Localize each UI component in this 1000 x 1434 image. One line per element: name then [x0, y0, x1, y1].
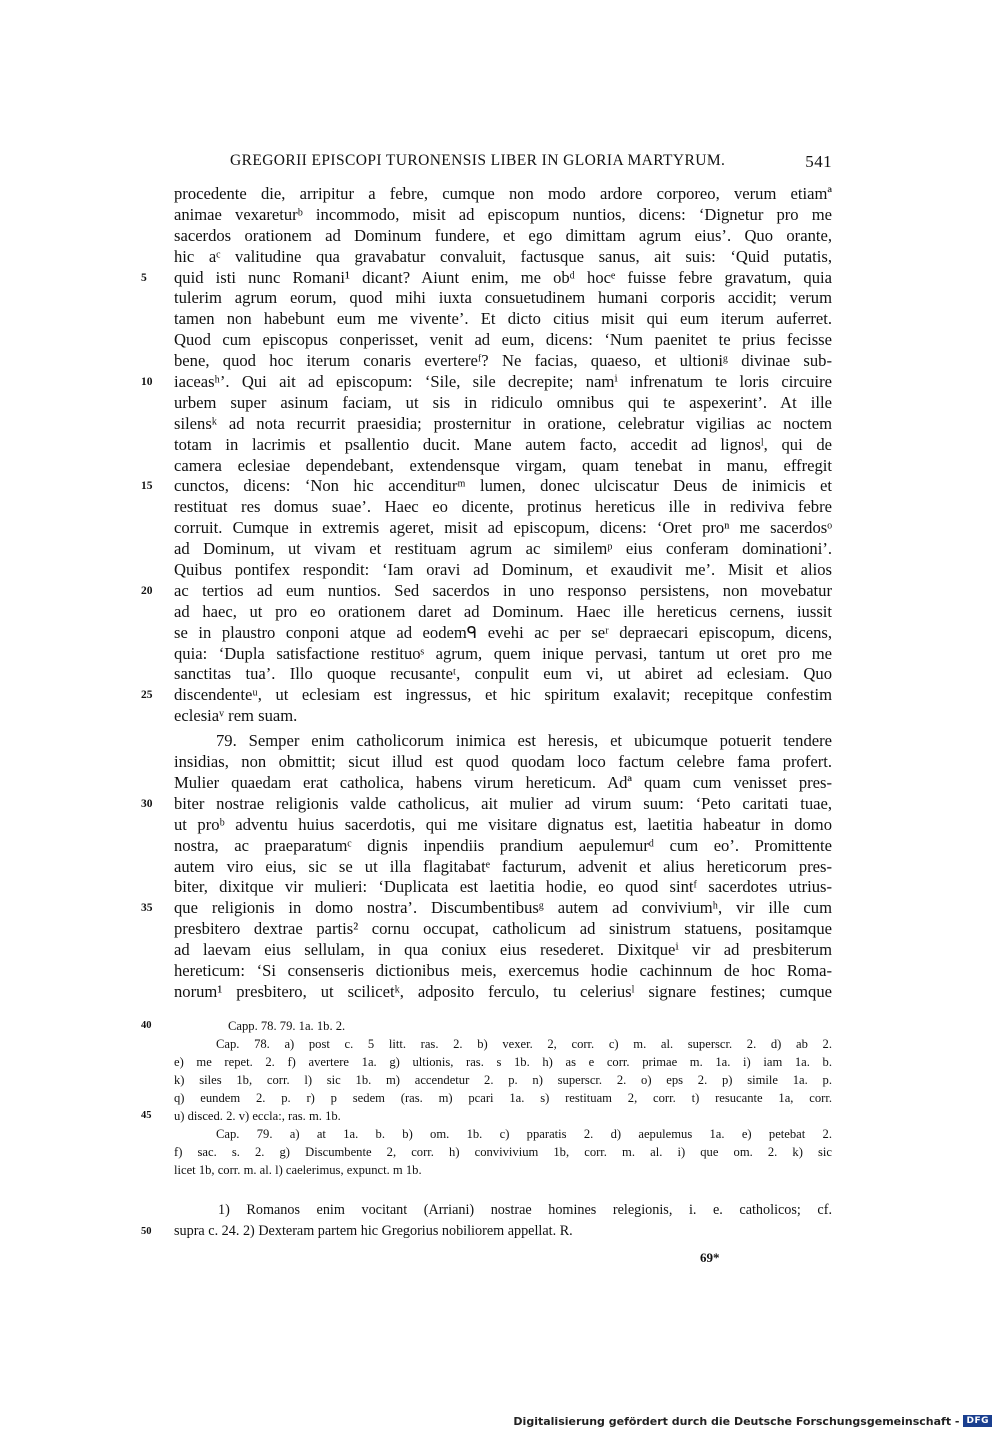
apparatus-line: [174, 1071, 832, 1089]
line-text: Cap. 79. a) at 1a. b. b) om. 1b. c) pparatis 2. d) aepulemus 1a. e) petebat 2.: [216, 1127, 832, 1141]
text-line: [174, 226, 832, 247]
dfg-logo: DFG: [963, 1415, 992, 1427]
line-text: se in plaustro conponi atque ad eodemᑫ evehi ac per seʳ depraecari episcopum, dicens,: [174, 622, 832, 642]
text-line: [174, 940, 832, 961]
line-number: 25: [141, 689, 153, 702]
text-line: [141, 372, 832, 393]
line-text: nostra, ac praeparatumᶜ dignis inpendiis prandium aepulemurᵈ cum eo’. Promittente: [174, 835, 832, 855]
line-number: 45: [141, 1110, 152, 1121]
line-text: q) eundem 2. p. r) p sedem (ras. m) pcari 1a. s) restituam 2, corr. t) resucante 1a, corr.: [174, 1091, 832, 1105]
text-line: [174, 919, 832, 940]
line-text: urbem super asinum faciam, ut sis in ridiculo omnibus qui te aspexerint’. At ille: [174, 392, 832, 412]
line-text: camera eclesiae dependebant, extendensque virgam, quam tenebat in manu, effregit: [174, 455, 832, 475]
text-line: [141, 267, 832, 289]
text-line: [141, 580, 832, 602]
text-line: [141, 476, 832, 497]
line-text: 1) Romanos enim vocitant (Arriani) nostrae homines relegionis, i. e. catholicos; cf.: [218, 1202, 832, 1218]
text-line: [174, 414, 832, 435]
text-line: [174, 497, 832, 518]
text-line: [174, 393, 832, 414]
digitization-credit: [513, 1413, 992, 1429]
text-line: [174, 602, 832, 623]
apparatus-line: [174, 1143, 832, 1161]
apparatus-line: [174, 1125, 832, 1143]
line-text: silensᵏ ad nota recurrit praesidia; prosternitur in oratione, celebratur vigilias ac noctem: [174, 413, 832, 433]
line-text: discendenteᵘ, ut eclesiam est ingressus, et hic spiritum exalavit; recepitque confestim: [174, 685, 832, 705]
text-line: [174, 205, 832, 226]
text-line: [141, 685, 832, 706]
text-line: [174, 773, 832, 794]
text-line: [174, 752, 832, 773]
text-line: [174, 836, 832, 857]
text-line: [174, 623, 832, 644]
line-text: ac tertios ad eum nuntios. Sed sacerdos in uno responso persistens, non movebatur: [174, 580, 832, 600]
line-text: procedente die, arripitur a febre, cumque non modo ardore corporeo, verum etiamª: [174, 184, 832, 203]
line-text: Capp. 78. 79. 1a. 1b. 2.: [228, 1019, 346, 1033]
text-line: [174, 706, 832, 727]
text-line: [174, 664, 832, 685]
line-text: quia: ‘Dupla satisfactione restituoˢ agrum, quem inique pervasi, tantum ut oret pro me: [174, 643, 832, 663]
signature-mark: 69*: [700, 1250, 720, 1265]
line-text: corruit. Cumque in extremis ageret, misit ad episcopum, dicens: ‘Oret proⁿ me sacerdosᵒ: [174, 518, 832, 538]
line-text: hereticum: ‘Si consenseris dictionibus meis, exercemus hodie cachinnum de hoc Roma-: [174, 960, 832, 980]
text-line: [174, 815, 832, 836]
text-line: [141, 898, 832, 919]
text-line: [174, 731, 832, 752]
main-text: [141, 184, 832, 1003]
line-text: Cap. 78. a) post c. 5 litt. ras. 2. b) vexer. 2, corr. c) m. al. superscr. 2. d) ab 2.: [216, 1037, 832, 1051]
text-line: [174, 435, 832, 456]
line-text: k) siles 1b, corr. l) sic 1b. m) accendetur 2. p. n) superscr. 2. o) eps 2. p) simile 1a. p.: [174, 1073, 832, 1087]
line-text: tulerim agrum eorum, quod mihi iuxta consuetudinem humani corporis accidit; verum: [174, 288, 832, 308]
line-text: Mulier quaedam erat catholica, habens virum hereticum. Adª quam cum venisset pres-: [174, 772, 832, 792]
line-number: 10: [141, 376, 153, 389]
line-text: biter nostrae religionis valde catholicus, ait mulier ad virum suum: ‘Peto caritati tuae,: [174, 793, 832, 813]
line-text: que religionis in domo nostra’. Discumbentibusᵍ autem ad conviviumʰ, vir ille cum: [174, 898, 832, 918]
text-line: [174, 961, 832, 982]
line-text: cunctos, dicens: ‘Non hic accenditurᵐ lumen, donec ulciscatur Deus de inimicis et: [174, 476, 832, 496]
text-line: [174, 857, 832, 878]
text-line: [174, 247, 832, 268]
line-text: ad haec, ut pro eo orationem daret ad Dominum. Haec ille hereticus cernens, iussit: [174, 601, 832, 621]
line-text: animae vexareturᵇ incommodo, misit ad episcopum nuntios, dicens: ‘Dignetur pro me: [174, 204, 832, 224]
line-number: 5: [141, 271, 147, 284]
line-text: tamen non habebunt eum me vivente’. Et dicto citius misit qui eum iterum auferret.: [174, 309, 832, 329]
line-text: ut proᵇ adventu huius sacerdotis, qui me visitare dignatus est, laetitia habeatur in domo: [174, 814, 832, 834]
text-line: [174, 644, 832, 665]
apparatus-line: [174, 1053, 832, 1071]
line-text: insidias, non obmittit; sicut illud est quod quodam loco factum celebre fama profert.: [174, 752, 832, 772]
line-text: sacerdos orationem ad Dominum fundere, et ego dimittam agrum eius’. Quo orante,: [174, 225, 832, 245]
apparatus-line: [174, 1035, 832, 1053]
line-text: norum¹ presbitero, ut scilicetᵏ, adposito ferculo, tu celeriusˡ signare festines; cumque: [174, 981, 832, 1001]
footnote-line: [141, 1221, 832, 1242]
line-text: totam in lacrimis et psallentio ducit. Mane autem facto, accedit ad lignosˡ, qui de: [174, 434, 832, 454]
line-text: biter, dixitque vir mulieri: ‘Duplicata est laetitia hodie, eo quod sintᶠ sacerdotes utrius-: [174, 877, 832, 897]
line-text: Quibus pontifex respondit: ‘Iam oravi ad Dominum, et exaudivit me’. Misit et alios: [174, 560, 832, 580]
footnote-line: [174, 1200, 832, 1221]
running-title: GREGORII EPISCOPI TURONENSIS LIBER IN GLORIA MARTYRUM.: [230, 152, 726, 169]
line-text: hic aᶜ valitudine qua gravabatur convaluit, factusque sanus, ait suis: ‘Quid putatis,: [174, 246, 832, 266]
line-text: sanctitas tua’. Illo quoque recusanteᵗ, conpulit eum vi, ut abiret ad eclesiam. Quo: [174, 664, 832, 684]
line-text: iaceasʰ’. Qui ait ad episcopum: ‘Sile, sile decrepite; namⁱ infrenatum te loris circuire: [174, 372, 832, 392]
apparatus-line: [174, 1089, 832, 1107]
credit-text: Digitalisierung gefördert durch die Deutsche Forschungsgemeinschaft -: [513, 1414, 960, 1428]
text-line: [174, 456, 832, 477]
text-line: [174, 982, 832, 1003]
text-line: [174, 518, 832, 539]
text-line: [174, 309, 832, 330]
line-text: presbitero dextrae partis² cornu occupat, catholicum ad sinistrum statuens, positamque: [174, 919, 832, 939]
line-text: ad laevam eius sellulam, in qua coniux eius resederet. Dixitqueⁱ vir ad presbiterum: [174, 940, 832, 960]
line-text: supra c. 24. 2) Dexteram partem hic Gregorius nobiliorem appellat. R.: [174, 1223, 573, 1239]
line-number: 30: [141, 797, 153, 810]
text-line: [174, 560, 832, 581]
apparatus-line: [141, 1107, 832, 1125]
line-number: 40: [141, 1020, 152, 1031]
line-text: 79. Semper enim catholicorum inimica est heresis, et ubicumque potuerit tendere: [216, 731, 832, 751]
line-text: quid isti nunc Romani¹ dicant? Aiunt enim, me obᵈ hocᵉ fuisse febre gravatum, quia: [174, 267, 832, 287]
page-number: 541: [805, 152, 832, 171]
line-text: e) me repet. 2. f) avertere 1a. g) ultionis, ras. s 1b. h) as e corr. primae m. 1a. i) iam 1a. b.: [174, 1055, 832, 1069]
text-line: [141, 793, 832, 815]
apparatus-line: [174, 1161, 832, 1179]
line-number: 50: [141, 1226, 152, 1237]
line-text: ad Dominum, ut vivam et restituam agrum ac similemᵖ eius conferam dominationi’.: [174, 539, 832, 559]
line-text: Quod cum episcopus conperisset, venit ad eum, dicens: ‘Num paenitet te prius fecisse: [174, 330, 832, 350]
text-line: [174, 184, 832, 205]
line-text: f) sac. s. 2. g) Discumbente 2, corr. h) convivivium 1b, corr. m. al. i) que om. 2. k) sic: [174, 1145, 832, 1159]
footnotes: [141, 1200, 832, 1242]
text-line: [174, 539, 832, 560]
critical-apparatus: [141, 1017, 832, 1179]
text-line: [174, 877, 832, 898]
line-number: 15: [141, 480, 153, 493]
text-line: [174, 330, 832, 351]
line-text: bene, quod hoc iterum conaris evertereᶠ? Ne facias, quaeso, et ultioniᵍ divinae sub-: [174, 351, 832, 371]
line-text: restituat res domus suae’. Haec eo dicente, protinus hereticus ille in rediviva febre: [174, 497, 832, 517]
text-line: [174, 351, 832, 372]
text-line: [174, 288, 832, 309]
line-text: autem viro eius, sic se ut illa flagitabatᵉ facturum, advenit et alius hereticorum pres-: [174, 856, 832, 876]
line-text: licet 1b, corr. m. al. l) caelerimus, expunct. m 1b.: [174, 1163, 422, 1177]
apparatus-line: [141, 1017, 832, 1035]
line-text: u) disced. 2. v) eccla:, ras. m. 1b.: [174, 1109, 341, 1123]
line-number: 35: [141, 902, 153, 915]
line-text: eclesiaᵛ rem suam.: [174, 706, 298, 726]
line-number: 20: [141, 584, 153, 597]
